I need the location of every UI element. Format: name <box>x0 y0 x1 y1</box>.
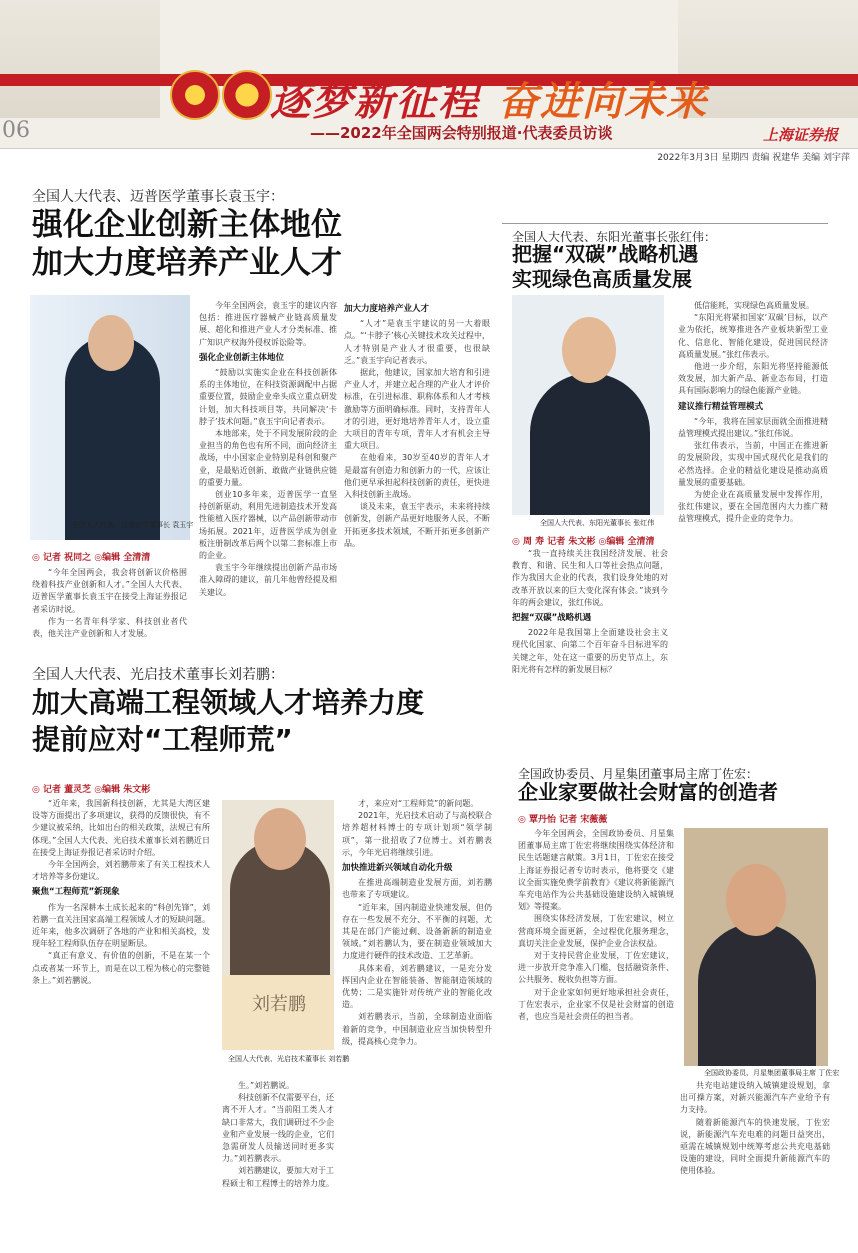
article1-headline <box>32 206 342 282</box>
paragraph: 才，来应对“工程师荒”的新问题。 <box>358 799 479 808</box>
paragraph: 科技创新不仅需要平台，还离不开人才。“当前阻工类人才缺口非常大，我们调研过不少企业和产业发展一线的企业，它们急需研发人员输送同时更多实力。”刘若鹏表示。 <box>222 1093 334 1164</box>
article2-photo <box>222 800 334 1050</box>
article2-column2 <box>222 1080 334 1243</box>
header-subtitle: ——2022年全国两会特别报道·代表委员访谈 <box>310 124 613 142</box>
article3-photo <box>512 295 664 515</box>
article2-photo-caption: 全国人大代表、光启技术董事长 刘若鹏 <box>228 1055 350 1063</box>
paragraph: “东阳光将紧扣国家‘双碳’目标，以产业为依托，统筹推进各产业板块新型工业化、信息化、智能化建设，促进国民经济高质量发展。”张红伟表示。 <box>678 313 828 359</box>
paragraph: 他进一步介绍，东阳光将坚持能源低效发展，加大新产品、新业态布局，打造具有国际影响力的绿色能源产业链。 <box>678 362 828 396</box>
article4-column2 <box>680 1080 830 1243</box>
article1-headline-line1: 强化企业创新主体地位 <box>32 207 342 243</box>
slogan-part2: 奋进向未来 <box>498 78 708 125</box>
article3-kicker: 全国人大代表、东阳光董事长张红伟： <box>512 230 717 244</box>
paragraph: 2022年是我国第上全面建设社会主义现代化国家、向第二个百年奋斗目标进军的关键之年，处在这一重要的历史节点上，东阳光将有怎样的新发展目标？ <box>512 628 668 674</box>
article3-column1 <box>512 548 668 748</box>
article4-photo-caption: 全国政协委员、月星集团董事局主席 丁佐宏 <box>704 1069 840 1077</box>
paragraph: 共充电站建设纳入城镇建设规划，拿出可操方案，对新兴能源汽车产业给予有力支持。 <box>680 1081 830 1115</box>
article2-byline-text: 记者 董灵芝 ◎编辑 朱文彬 <box>43 785 151 795</box>
article2-subhead2: 加快推进新兴领域自动化升级 <box>342 863 453 874</box>
article1-subhead1: 强化企业创新主体地位 <box>199 352 285 363</box>
article3-photo-caption: 全国人大代表、东阳光董事长 张红伟 <box>540 519 655 527</box>
article3-top-rule <box>502 223 828 224</box>
paragraph: 袁玉宇今年继续提出创新产品市场准入障碍的建议，前几年他曾经提及相关建议。 <box>199 563 337 597</box>
paragraph: “鼓励以实施实企业在科技创新体系的主体地位，在科技资源调配中占据重要位置，鼓励企业牵头成立重点研发计划，加大科技项目等，共同解决‘卡脖子’技术问题。”袁玉宇向记者表示。 <box>199 368 337 426</box>
article1-column3 <box>344 300 490 650</box>
paragraph: 在推进高端制造业发展方面，刘若鹏也带来了专项建议。 <box>342 878 492 900</box>
paragraph: 创业10多年来，迈普医学一直坚持创新驱动，利用先进制造技术开发高性能植入医疗器械，以产品创新带动市场拓展。2021年，迈普医学成为创业板注册制改革后两个以第二套标准上市的企业。 <box>199 490 337 561</box>
paragraph: 生。”刘若鹏说。 <box>238 1081 295 1090</box>
slogan-part1: 逐梦新征程 <box>270 78 480 125</box>
paragraph: 本地部来，处于不同发展阶段的企业担当的角色也有所不同，面向经济主战场，中小国家企业特别是科创和聚产业，是最贴近创新、敢做产业链供应链的重要力量。 <box>199 429 337 487</box>
article4-column1 <box>518 828 674 1243</box>
building-illustration-left <box>0 0 160 118</box>
article4-byline-text: 覃丹怡 记者 宋薇薇 <box>529 815 608 825</box>
article2-subhead1: 聚焦“工程师荒”新现象 <box>32 887 120 898</box>
article3-column2 <box>678 300 828 748</box>
article1-kicker: 全国人大代表、迈普医学董事长袁玉宇： <box>32 189 284 205</box>
article4-photo <box>684 828 828 1066</box>
article3-byline: ◎ 周 寿 记者 朱文彬 ◎编辑 全清清 <box>512 537 655 547</box>
header-slogan <box>270 70 708 127</box>
article2-column3 <box>342 798 492 1243</box>
paragraph: 今年全国两会，全国政协委员、月星集团董事局主席丁佐宏将继续围绕实体经济和民生话题建言献策。3月1日，丁佐宏在接受上海证券报记者专访时表示，他将要交《建议全面实施免费学前教育》《建议将新能源汽车充电站作为公共基础设施建设纳入城镇规划》等提案。 <box>518 829 674 912</box>
cppcc-emblem-icon <box>222 70 272 120</box>
article2-headline-line1: 加大高端工程领域人才培养力度 <box>32 686 425 719</box>
paragraph: 对于企业家如何更好地承担社会责任，丁佐宏表示，企业家不仅是社会财富的创造者，也应当是社会责任的担当者。 <box>518 987 674 1022</box>
article3-headline <box>512 242 698 292</box>
paragraph: 今年全国两会，袁玉宇的建议内容包括：推进医疗器械产业链高质量发展、超化和推进产业人才分类标准、推广知识产权海外侵权诉讼险等。 <box>199 301 337 347</box>
article4-kicker: 全国政协委员、月星集团董事局主席丁佐宏： <box>518 767 759 781</box>
article2-headline-line2: 提前应对“工程师荒” <box>32 723 293 756</box>
paragraph: 围绕实体经济发展，丁佐宏建议，树立营商环境全面更新，全过程优化服务理念，真切关注企业发展，保护企业合法权益。 <box>518 914 674 948</box>
paragraph: 张红伟表示，当前，中国正在推进新的发展阶段，实现中国式现代化是我们的必然选择。企业的精益化建设是推动高质量发展的重要基础。 <box>678 441 828 487</box>
paragraph: 具体来看，刘若鹏建议，一是充分发挥国内企业在智能装备、智能制造领域的优势；二是实施针对传统产业的智能化改造。 <box>342 963 492 1010</box>
article3-subhead1: 把握“双碳”战略机遇 <box>512 613 592 624</box>
article2-headline <box>32 684 424 758</box>
article1-column1 <box>32 567 187 649</box>
paragraph: “近年来，我国新科技创新，尤其是大湾区建设等方面提出了多项建议，获得的反馈很快，有不少建议被采纳，比如出台的相关政策，法规已有所体现。”全国人大代表、光启技术董事长刘若鹏近日在接受上海证券报记者采访时介绍。 <box>32 799 210 857</box>
paragraph: 作为一名深耕本土成长起来的“科创先锋”，刘若鹏一直关注国家高端工程领域人才的短缺问题。近年来，他多次调研了各地的产业和相关高校，发现年轻工程师队伍存在明显断层。 <box>32 902 210 949</box>
dateline-bar <box>0 148 858 163</box>
paragraph: “真正有意义、有价值的创新，不是在某一个点或者某一环节上，而是在以工程为核心的完整链条上。”刘若鹏说。 <box>32 951 210 985</box>
paper-name: 上海证券报 <box>762 126 838 144</box>
paragraph: 谈及未来，袁玉宇表示，未来将持续创新发，创新产品更好地服务人民，不断开拓更多技术领域，不断开拓更多创新产品。 <box>344 502 490 548</box>
paragraph: 据此，他建议，国家加大培育和引进产业人才，并建立起合理的产业人才评价标准，在引进标准、职称体系和人才考核激励等方面明确标准。同时，支持青年人才的引进，更好地培养青年人才，设立重大项目的青年专项，青年人才有机会主导重大项目。 <box>344 368 490 451</box>
article4-headline: 企业家要做社会财富的创造者 <box>518 780 778 804</box>
paragraph: 为使企业在高质量发展中发挥作用，张红伟建议，要在全国范围内大力推广精益管理模式，提升企业的竞争力。 <box>678 490 828 524</box>
paragraph: “我一直持续关注我国经济发展、社会教育、和谐、民生和人口等社会热点问题，作为我国大企业的代表，我们设身处地的对改革开放以来的巨大变化深有体会。”谈到今年的两会建议，张红伟说。 <box>512 549 668 607</box>
article1-photo <box>30 295 190 540</box>
paragraph: 随着新能源汽车的快速发展，丁佐宏说，新能源汽车充电难的问题日益突出，亟需在城镇规划中统筹考虑公共充电基础设施的建设，同时全面提升新能源汽车的使用体验。 <box>680 1117 830 1176</box>
article2-byline: ◎ 记者 董灵芝 ◎编辑 朱文彬 <box>32 785 151 795</box>
paragraph: “近年来，国内制造业快速发展，但仍存在一些发展不充分、不平衡的问题，尤其是在部门产能过剩、设备新新的制造业领域。”刘若鹏认为，要在制造业领域加大力度进行硬件的技术改造、工艺革新。 <box>342 902 492 961</box>
dateline-text: 2022年3月3日 星期四 责编 祝建华 美编 刘宇萍 <box>657 153 850 163</box>
page-header <box>0 0 858 148</box>
paragraph: “今年全国两会，我会将创新议价格围绕着科技产业创新和人才。”全国人大代表、迈普医学董事长袁玉宇在接受上海证券报记者采访时说。 <box>32 568 187 614</box>
paragraph: 低信能耗，实现绿色高质量发展。 <box>694 301 814 310</box>
article2-kicker: 全国人大代表、光启技术董事长刘若鹏： <box>32 667 284 683</box>
paragraph: 2021年，光启技术启动了与高校联合培养超材料博士的专项计划项“领学制项”，第一批招收了7位博士。刘若鹏表示，今年光启将继续引进。 <box>342 811 492 857</box>
article2-photo-sign: 刘若鹏 <box>252 994 306 1015</box>
article1-byline: ◎ 记者 祝同之 ◎编辑 全清清 <box>32 553 151 563</box>
article1-photo-caption: 全国人大代表、迈普医学董事长 袁玉宇 <box>72 521 194 529</box>
article2-column1 <box>32 798 210 1243</box>
paragraph: 今年全国两会，刘若鹏带来了有关工程技术人才培养等多份建议。 <box>32 860 210 882</box>
article3-byline-text: 周 寿 记者 朱文彬 ◎编辑 全清清 <box>523 537 655 547</box>
national-emblem-icon <box>170 70 220 120</box>
paragraph: “今年，我将在国家层面就全面推进精益管理模式提出建议。”张红伟说。 <box>678 416 828 439</box>
page-number: 06 <box>2 118 30 143</box>
article3-headline-line1: 把握“双碳”战略机遇 <box>512 242 699 266</box>
article1-subhead2: 加大力度培养产业人才 <box>344 304 430 314</box>
paragraph: 刘若鹏表示，当前，全球制造业面临着新的竞争，中国制造业应当加快转型升级，提高核心竞争力。 <box>342 1012 492 1046</box>
paragraph: 在他看来，30岁至40岁的青年人才是最富有创造力和创新力的一代，应该让他们更早承担起科技创新的责任，更快进入科技创新主战场。 <box>344 453 490 500</box>
article1-headline-line2: 加大力度培养产业人才 <box>32 245 342 281</box>
paragraph: 作为一名青年科学家、科技创业者代表，他关注产业创新和人才发展。 <box>32 616 187 639</box>
paragraph: “人才”是袁玉宇建议的另一大着眼点。“‘卡脖子’核心关键技术攻关过程中，人才特别是产业人才很重要，也很缺乏。”袁玉宇向记者表示。 <box>344 319 490 365</box>
article3-subhead2: 建议推行精益管理模式 <box>678 401 764 412</box>
paragraph: 对于支持民营企业发展，丁佐宏建议，进一步放开竞争准入门槛，包括融资条件、公共服务、税收负担等方面。 <box>518 951 674 985</box>
article1-byline-text: 记者 祝同之 ◎编辑 全清清 <box>43 553 151 563</box>
paragraph: 刘若鹏建议，要加大对于工程硕士和工程博士的培养力度。 <box>222 1166 334 1188</box>
article3-headline-line2: 实现绿色高质量发展 <box>512 267 692 291</box>
article4-byline: ◎ 覃丹怡 记者 宋薇薇 <box>518 815 608 825</box>
article1-column2 <box>199 300 337 650</box>
